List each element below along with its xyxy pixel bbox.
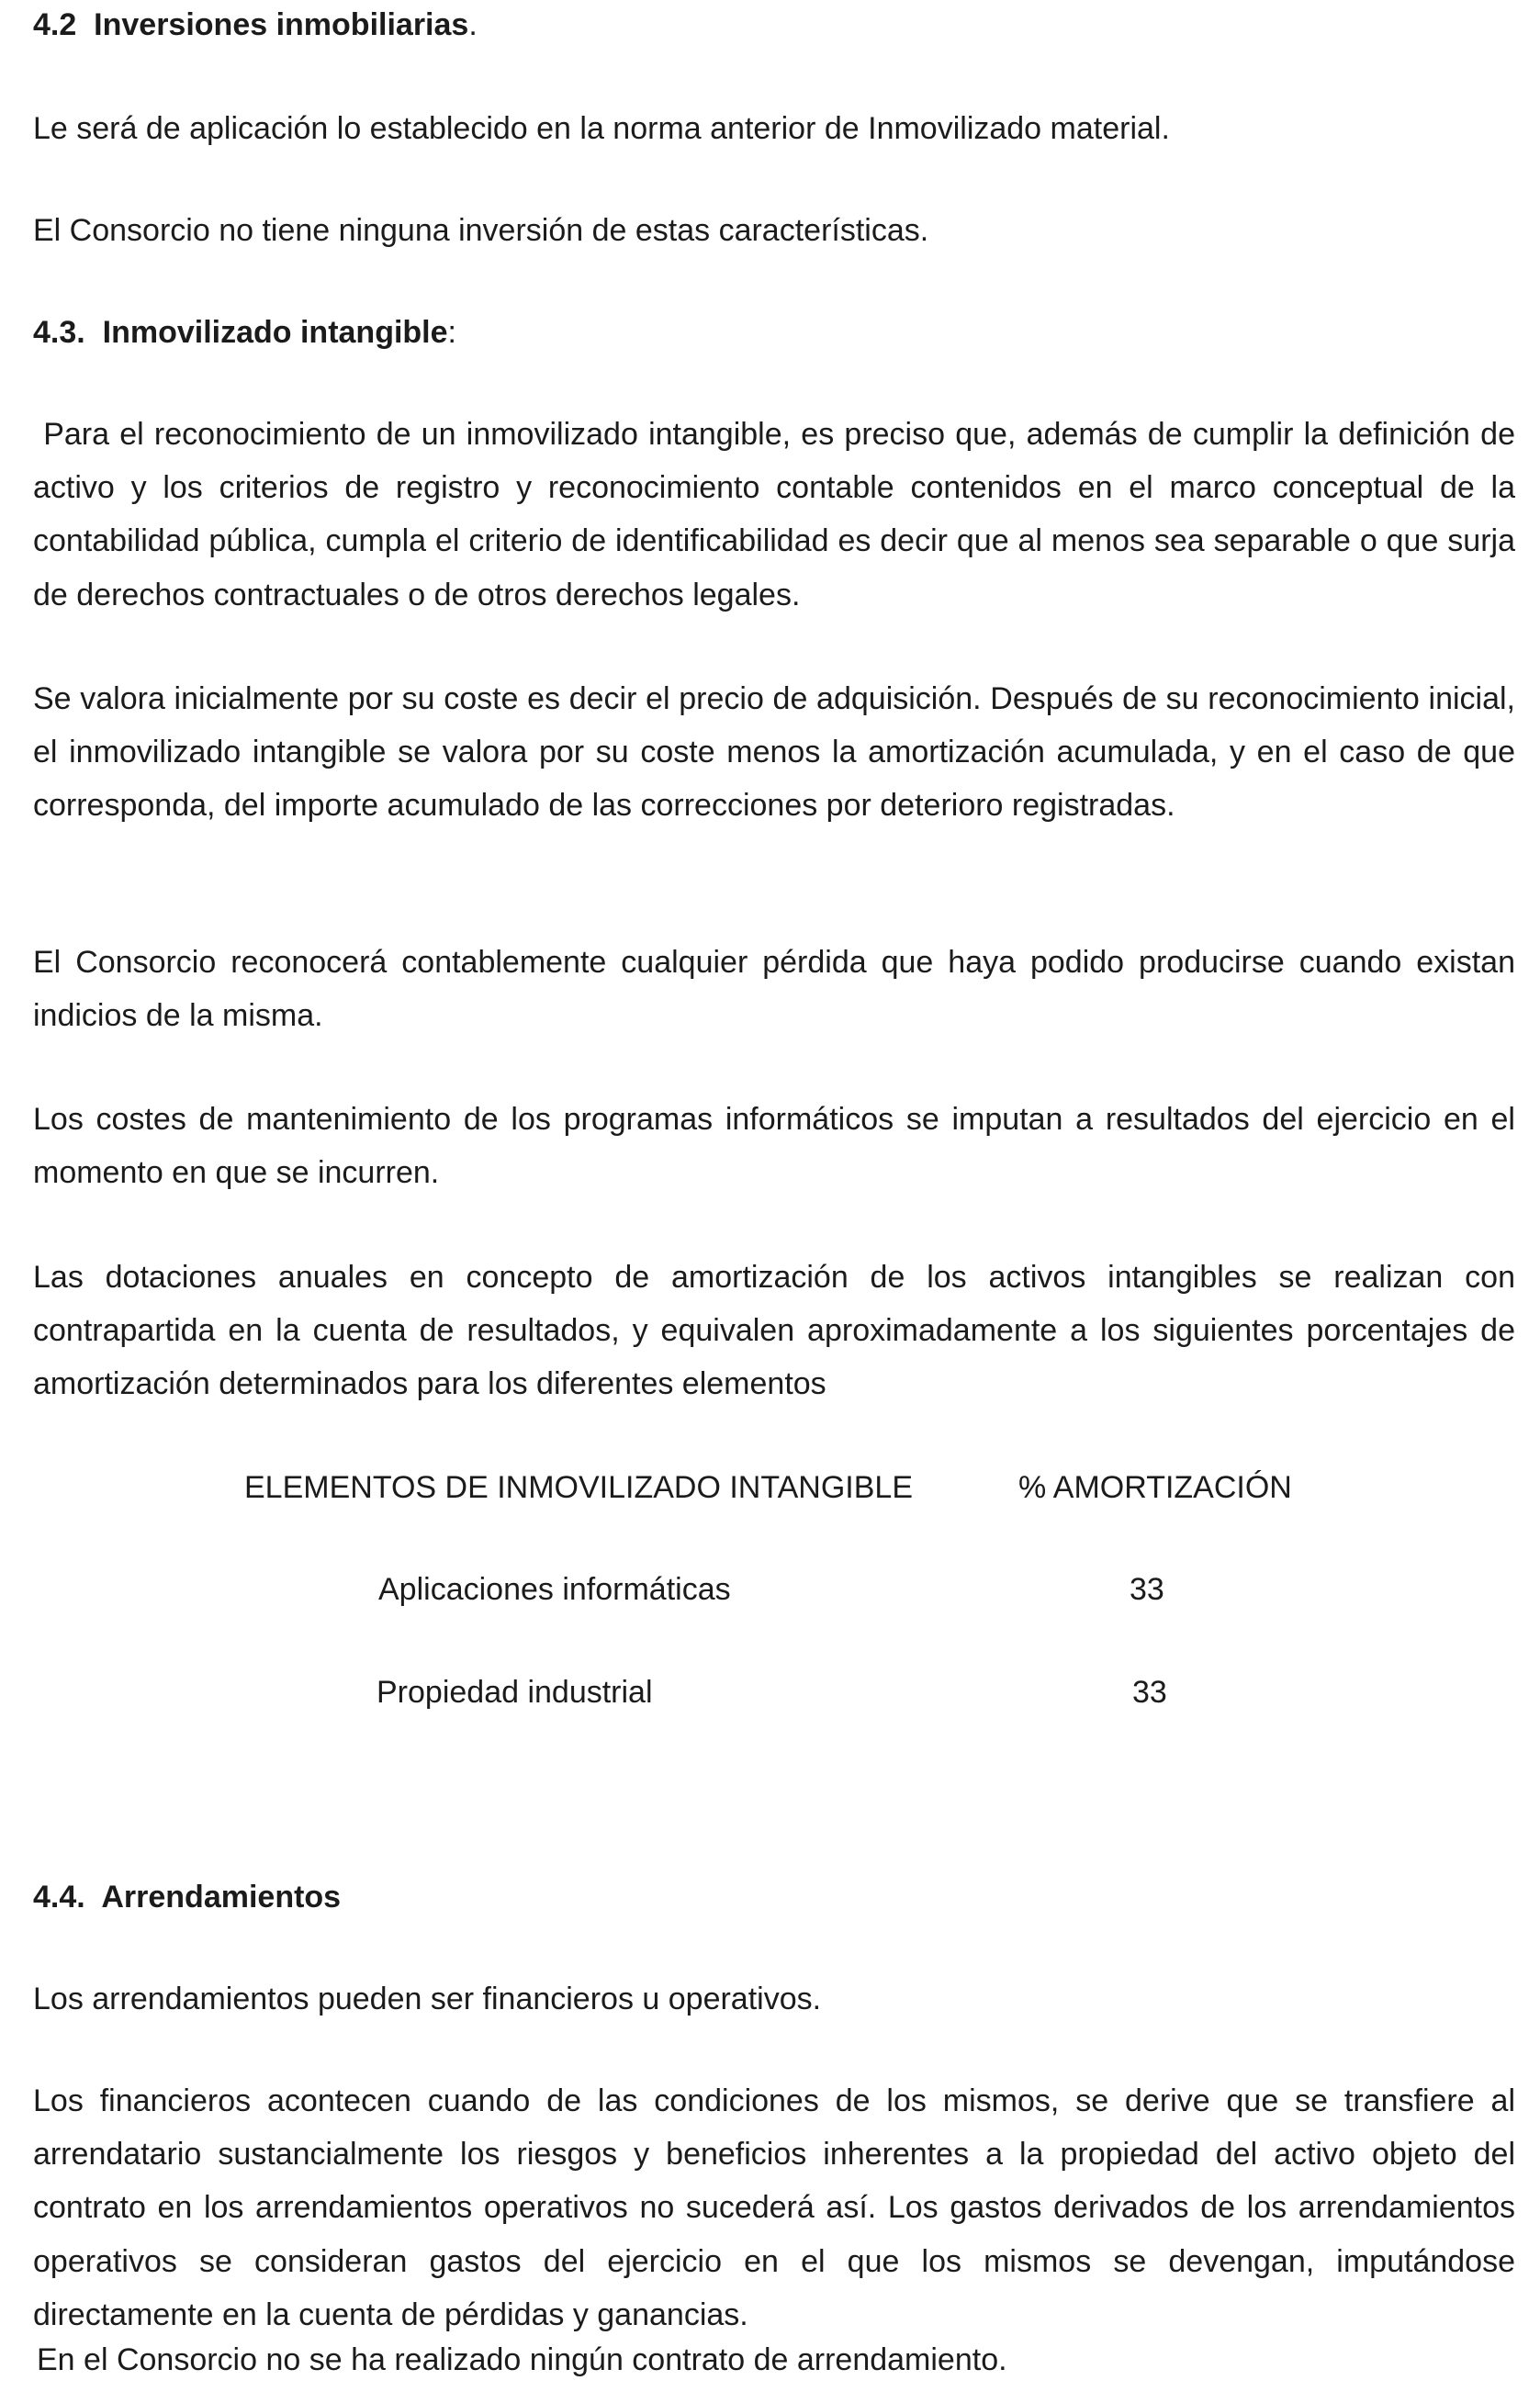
section-heading-4-3 (33, 306, 456, 359)
table-cell-percentage: 33 (1132, 1675, 1167, 1710)
section-title-suffix: . (468, 7, 478, 42)
paragraph: Se valora inicialmente por su coste es decir el precio de adquisición. Después de su reconocimiento inicial, el inmovilizado intangible se valora por su coste menos la amortización acumulada, y en el caso de que corresponda, del importe acumulado de las correcciones por deterioro registradas. (33, 681, 1515, 824)
paragraph: Para el reconocimiento de un inmovilizado intangible, es preciso que, además de cumplir la definición de activo y los criterios de registro y reconocimiento contable contenidos en el marco conceptual de la contabilidad pública, cumpla el criterio de identificabilidad es decir que al menos sea separable o que surja de derechos contractuales o de otros derechos legales. (33, 417, 1524, 612)
table-cell-percentage: 33 (1130, 1572, 1164, 1607)
section-heading-4-2 (33, 0, 478, 51)
paragraph: Las dotaciones anuales en concepto de amortización de los activos intangibles se realizan con contrapartida en la cuenta de resultados, y equivalen aproximadamente a los siguientes porcentajes de amortización determinados para los diferentes elementos (33, 1260, 1515, 1402)
section-title-suffix: : (447, 315, 456, 350)
paragraph: Los arrendamientos pueden ser financieros u operativos. (33, 1982, 822, 2016)
section-title: Inversiones inmobiliarias (94, 7, 469, 42)
section-number: 4.2 (33, 7, 77, 42)
paragraph: Los costes de mantenimiento de los programas informáticos se imputan a resultados del ejercicio en el momento en que se incurren. (33, 1102, 1515, 1191)
table-header-amortization: % AMORTIZACIÓN (1018, 1470, 1292, 1505)
paragraph: El Consorcio no tiene ninguna inversión de estas características. (33, 213, 929, 248)
section-number: 4.4. (33, 1880, 85, 1915)
section-title: Inmovilizado intangible (102, 315, 448, 350)
section-heading-4-4 (33, 1870, 341, 1924)
paragraph: El Consorcio reconocerá contablemente cualquier pérdida que haya podido producirse cuando existan indicios de la misma. (33, 945, 1515, 1034)
table-header-elements: ELEMENTOS DE INMOVILIZADO INTANGIBLE (244, 1470, 913, 1505)
section-number: 4.3. (33, 315, 85, 350)
table-cell-element: Aplicaciones informáticas (378, 1572, 731, 1607)
table-cell-element: Propiedad industrial (377, 1675, 653, 1710)
paragraph: En el Consorcio no se ha realizado ningún contrato de arrendamiento. (37, 2342, 1007, 2377)
paragraph: Los financieros acontecen cuando de las condiciones de los mismos, se derive que se transfiere al arrendatario sustancialmente los riesgos y beneficios inherentes a la propiedad del activo objeto del contrato en los arrendamientos operativos no sucederá así. Los gastos derivados de los arrendamientos operativos se consideran gastos del ejercicio en el que los mismos se devengan, imputándose directamente en la cuenta de pérdidas y ganancias. (33, 2083, 1515, 2332)
section-title: Arrendamientos (101, 1880, 342, 1915)
paragraph: Le será de aplicación lo establecido en la norma anterior de Inmovilizado material. (33, 111, 1170, 146)
